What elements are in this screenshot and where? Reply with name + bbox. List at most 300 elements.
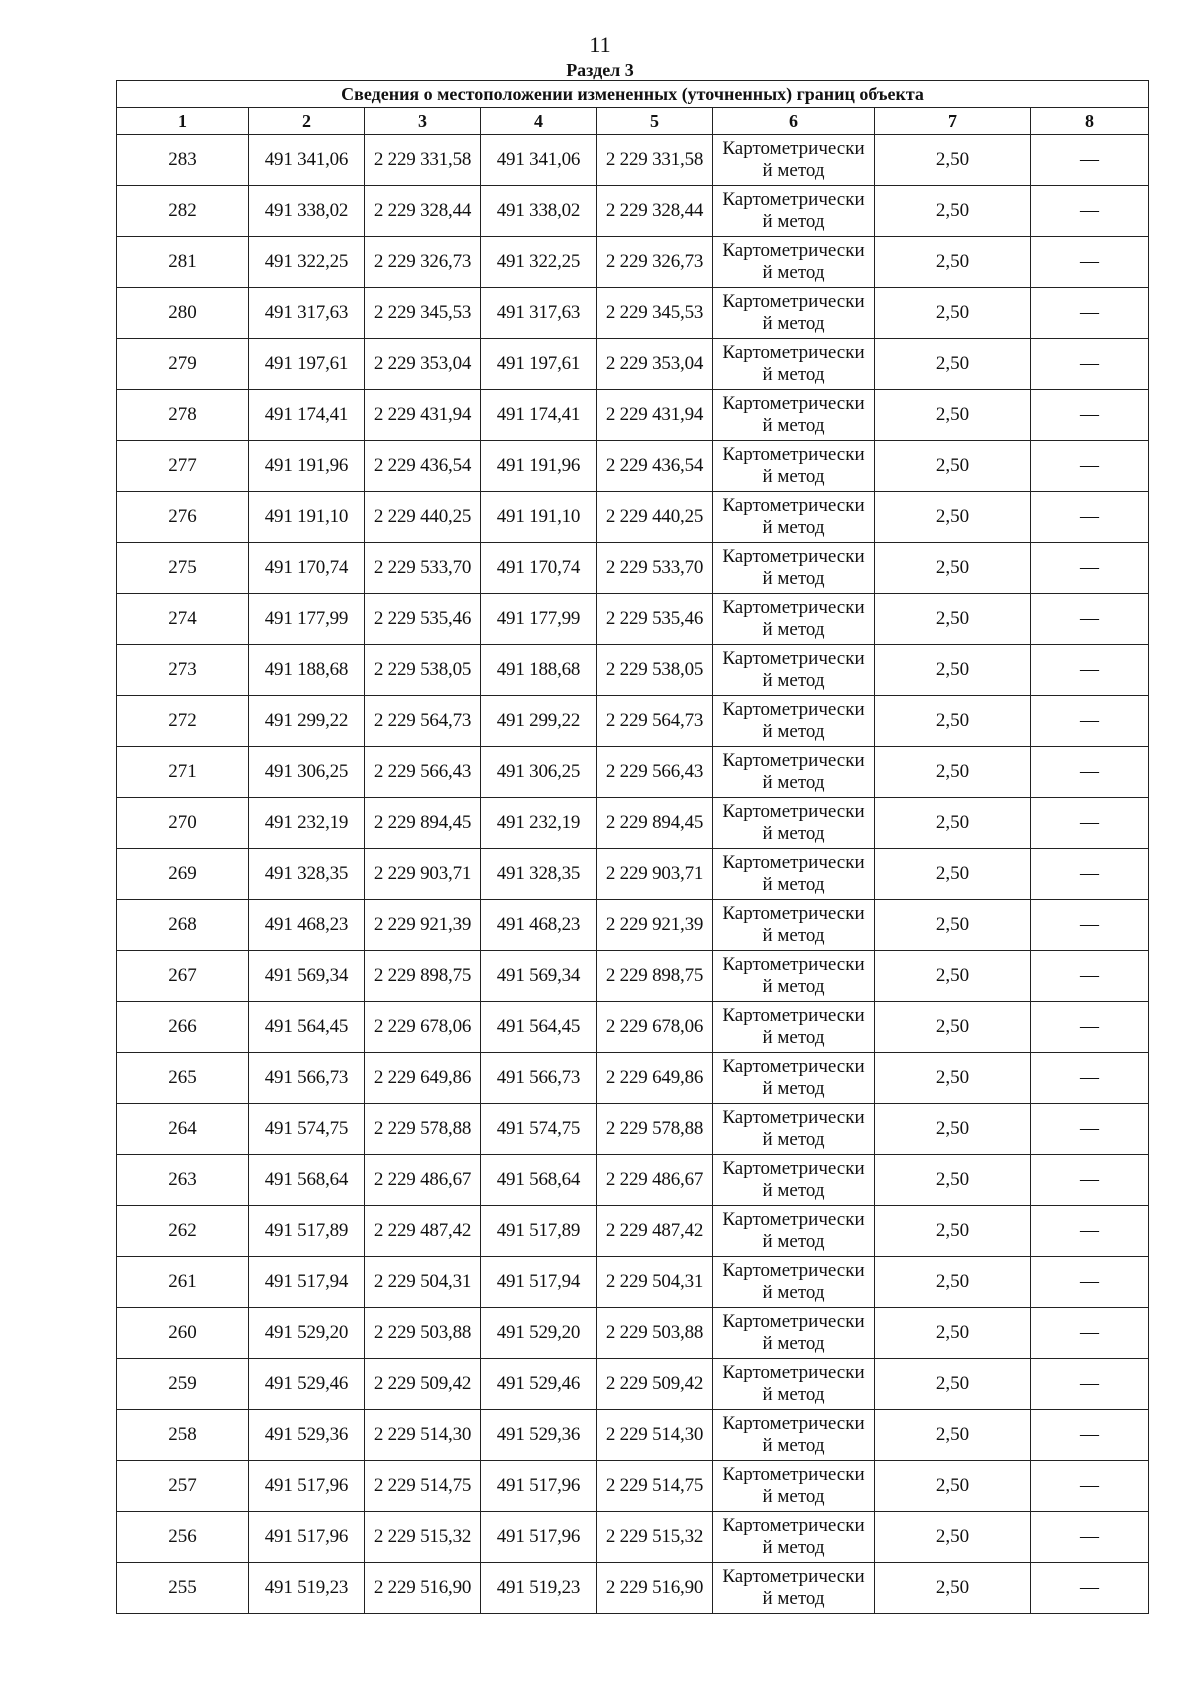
accuracy-cell: 2,50: [875, 1257, 1031, 1308]
method-line-2: й метод: [762, 1027, 825, 1048]
accuracy-cell: 2,50: [875, 1461, 1031, 1512]
note-cell: —: [1031, 900, 1149, 951]
y-old-cell: 2 229 503,88: [365, 1308, 481, 1359]
method-cell: [713, 390, 875, 441]
y-new-cell: 2 229 331,58: [597, 135, 713, 186]
y-old-cell: 2 229 440,25: [365, 492, 481, 543]
accuracy-cell: 2,50: [875, 1002, 1031, 1053]
method-line-1: Картометрически: [722, 495, 865, 516]
note-cell: —: [1031, 1461, 1149, 1512]
y-old-cell: 2 229 431,94: [365, 390, 481, 441]
x-new-cell: 491 564,45: [481, 1002, 597, 1053]
method-line-1: Картометрически: [722, 1362, 865, 1383]
x-old-cell: 491 170,74: [249, 543, 365, 594]
method-line-1: Картометрически: [722, 597, 865, 618]
note-cell: —: [1031, 237, 1149, 288]
x-old-cell: 491 566,73: [249, 1053, 365, 1104]
method-line-2: й метод: [762, 262, 825, 283]
method-line-1: Картометрически: [722, 546, 865, 567]
y-old-cell: 2 229 509,42: [365, 1359, 481, 1410]
y-new-cell: 2 229 436,54: [597, 441, 713, 492]
column-number: 7: [875, 108, 1031, 135]
note-cell: —: [1031, 1563, 1149, 1614]
method-cell: [713, 1002, 875, 1053]
y-old-cell: 2 229 678,06: [365, 1002, 481, 1053]
y-old-cell: 2 229 331,58: [365, 135, 481, 186]
method-cell: [713, 1563, 875, 1614]
y-old-cell: 2 229 326,73: [365, 237, 481, 288]
table-body: [117, 135, 1149, 1614]
table-row: [117, 390, 1149, 441]
method-line-1: Картометрически: [722, 699, 865, 720]
point-number-cell: 259: [117, 1359, 249, 1410]
y-new-cell: 2 229 514,75: [597, 1461, 713, 1512]
method-line-2: й метод: [762, 1333, 825, 1354]
point-number-cell: 268: [117, 900, 249, 951]
x-old-cell: 491 197,61: [249, 339, 365, 390]
x-new-cell: 491 341,06: [481, 135, 597, 186]
table-row: [117, 492, 1149, 543]
column-number: 6: [713, 108, 875, 135]
method-cell: [713, 1359, 875, 1410]
point-number-cell: 281: [117, 237, 249, 288]
method-cell: [713, 1053, 875, 1104]
y-old-cell: 2 229 515,32: [365, 1512, 481, 1563]
accuracy-cell: 2,50: [875, 288, 1031, 339]
x-old-cell: 491 177,99: [249, 594, 365, 645]
page-number: 11: [589, 32, 611, 57]
x-old-cell: 491 517,96: [249, 1461, 365, 1512]
note-cell: —: [1031, 492, 1149, 543]
note-cell: —: [1031, 390, 1149, 441]
y-new-cell: 2 229 503,88: [597, 1308, 713, 1359]
y-old-cell: 2 229 921,39: [365, 900, 481, 951]
y-new-cell: 2 229 326,73: [597, 237, 713, 288]
y-new-cell: 2 229 440,25: [597, 492, 713, 543]
point-number-cell: 273: [117, 645, 249, 696]
table-row: [117, 900, 1149, 951]
point-number-cell: 276: [117, 492, 249, 543]
y-new-cell: 2 229 649,86: [597, 1053, 713, 1104]
y-old-cell: 2 229 533,70: [365, 543, 481, 594]
y-old-cell: 2 229 578,88: [365, 1104, 481, 1155]
y-new-cell: 2 229 903,71: [597, 849, 713, 900]
method-line-1: Картометрически: [722, 1464, 865, 1485]
note-cell: —: [1031, 1002, 1149, 1053]
x-new-cell: 491 517,89: [481, 1206, 597, 1257]
method-line-2: й метод: [762, 1282, 825, 1303]
x-new-cell: 491 529,36: [481, 1410, 597, 1461]
note-cell: —: [1031, 288, 1149, 339]
y-old-cell: 2 229 514,30: [365, 1410, 481, 1461]
accuracy-cell: 2,50: [875, 900, 1031, 951]
y-old-cell: 2 229 328,44: [365, 186, 481, 237]
method-line-1: Картометрически: [722, 1566, 865, 1587]
point-number-cell: 261: [117, 1257, 249, 1308]
method-line-1: Картометрически: [722, 1005, 865, 1026]
y-new-cell: 2 229 533,70: [597, 543, 713, 594]
x-new-cell: 491 517,96: [481, 1461, 597, 1512]
method-line-1: Картометрически: [722, 801, 865, 822]
x-old-cell: 491 191,96: [249, 441, 365, 492]
method-line-2: й метод: [762, 772, 825, 793]
note-cell: —: [1031, 1257, 1149, 1308]
method-line-1: Картометрически: [722, 393, 865, 414]
point-number-cell: 263: [117, 1155, 249, 1206]
method-cell: [713, 441, 875, 492]
x-old-cell: 491 338,02: [249, 186, 365, 237]
method-line-1: Картометрически: [722, 1056, 865, 1077]
table-row: [117, 1053, 1149, 1104]
method-cell: [713, 1104, 875, 1155]
y-new-cell: 2 229 566,43: [597, 747, 713, 798]
accuracy-cell: 2,50: [875, 1563, 1031, 1614]
y-old-cell: 2 229 353,04: [365, 339, 481, 390]
method-cell: [713, 186, 875, 237]
note-cell: —: [1031, 1410, 1149, 1461]
column-number: 8: [1031, 108, 1149, 135]
y-old-cell: 2 229 898,75: [365, 951, 481, 1002]
y-old-cell: 2 229 566,43: [365, 747, 481, 798]
table-row: [117, 1308, 1149, 1359]
column-number: 4: [481, 108, 597, 135]
table-row: [117, 849, 1149, 900]
y-new-cell: 2 229 353,04: [597, 339, 713, 390]
x-old-cell: 491 529,20: [249, 1308, 365, 1359]
method-cell: [713, 1410, 875, 1461]
note-cell: —: [1031, 1104, 1149, 1155]
y-new-cell: 2 229 535,46: [597, 594, 713, 645]
method-line-1: Картометрически: [722, 1260, 865, 1281]
x-new-cell: 491 468,23: [481, 900, 597, 951]
accuracy-cell: 2,50: [875, 492, 1031, 543]
column-number-row: [117, 108, 1149, 135]
method-line-1: Картометрически: [722, 189, 865, 210]
accuracy-cell: 2,50: [875, 798, 1031, 849]
point-number-cell: 257: [117, 1461, 249, 1512]
y-new-cell: 2 229 514,30: [597, 1410, 713, 1461]
method-cell: [713, 543, 875, 594]
method-line-1: Картометрически: [722, 444, 865, 465]
y-old-cell: 2 229 345,53: [365, 288, 481, 339]
method-line-2: й метод: [762, 1078, 825, 1099]
y-new-cell: 2 229 504,31: [597, 1257, 713, 1308]
x-new-cell: 491 529,20: [481, 1308, 597, 1359]
table-row: [117, 186, 1149, 237]
x-old-cell: 491 519,23: [249, 1563, 365, 1614]
method-line-2: й метод: [762, 1180, 825, 1201]
method-line-2: й метод: [762, 1537, 825, 1558]
x-new-cell: 491 197,61: [481, 339, 597, 390]
method-cell: [713, 696, 875, 747]
table-row: [117, 441, 1149, 492]
method-line-1: Картометрически: [722, 648, 865, 669]
method-line-2: й метод: [762, 1588, 825, 1609]
table-row: [117, 696, 1149, 747]
note-cell: —: [1031, 594, 1149, 645]
accuracy-cell: 2,50: [875, 1359, 1031, 1410]
method-cell: [713, 900, 875, 951]
y-new-cell: 2 229 678,06: [597, 1002, 713, 1053]
method-line-1: Картометрически: [722, 240, 865, 261]
x-old-cell: 491 564,45: [249, 1002, 365, 1053]
table-row: [117, 1155, 1149, 1206]
method-cell: [713, 645, 875, 696]
method-line-2: й метод: [762, 160, 825, 181]
y-new-cell: 2 229 564,73: [597, 696, 713, 747]
note-cell: —: [1031, 441, 1149, 492]
method-cell: [713, 288, 875, 339]
x-old-cell: 491 232,19: [249, 798, 365, 849]
accuracy-cell: 2,50: [875, 390, 1031, 441]
method-line-1: Картометрически: [722, 1413, 865, 1434]
method-cell: [713, 951, 875, 1002]
method-line-2: й метод: [762, 976, 825, 997]
x-old-cell: 491 517,89: [249, 1206, 365, 1257]
y-new-cell: 2 229 898,75: [597, 951, 713, 1002]
x-new-cell: 491 328,35: [481, 849, 597, 900]
point-number-cell: 277: [117, 441, 249, 492]
x-new-cell: 491 317,63: [481, 288, 597, 339]
x-old-cell: 491 517,96: [249, 1512, 365, 1563]
method-line-2: й метод: [762, 1435, 825, 1456]
x-old-cell: 491 188,68: [249, 645, 365, 696]
x-old-cell: 491 317,63: [249, 288, 365, 339]
table-row: [117, 135, 1149, 186]
method-line-2: й метод: [762, 466, 825, 487]
method-line-2: й метод: [762, 1486, 825, 1507]
x-new-cell: 491 569,34: [481, 951, 597, 1002]
method-line-2: й метод: [762, 1384, 825, 1405]
note-cell: —: [1031, 798, 1149, 849]
accuracy-cell: 2,50: [875, 951, 1031, 1002]
method-line-1: Картометрически: [722, 954, 865, 975]
point-number-cell: 271: [117, 747, 249, 798]
point-number-cell: 264: [117, 1104, 249, 1155]
method-cell: [713, 237, 875, 288]
point-number-cell: 274: [117, 594, 249, 645]
method-line-1: Картометрически: [722, 1311, 865, 1332]
x-old-cell: 491 574,75: [249, 1104, 365, 1155]
note-cell: —: [1031, 747, 1149, 798]
point-number-cell: 260: [117, 1308, 249, 1359]
y-old-cell: 2 229 564,73: [365, 696, 481, 747]
x-old-cell: 491 328,35: [249, 849, 365, 900]
note-cell: —: [1031, 339, 1149, 390]
x-new-cell: 491 191,10: [481, 492, 597, 543]
accuracy-cell: 2,50: [875, 543, 1031, 594]
table-row: [117, 1206, 1149, 1257]
accuracy-cell: 2,50: [875, 1308, 1031, 1359]
y-new-cell: 2 229 578,88: [597, 1104, 713, 1155]
y-new-cell: 2 229 487,42: [597, 1206, 713, 1257]
point-number-cell: 267: [117, 951, 249, 1002]
method-cell: [713, 594, 875, 645]
y-new-cell: 2 229 921,39: [597, 900, 713, 951]
method-line-1: Картометрически: [722, 1209, 865, 1230]
y-old-cell: 2 229 514,75: [365, 1461, 481, 1512]
y-old-cell: 2 229 487,42: [365, 1206, 481, 1257]
table-row: [117, 1512, 1149, 1563]
note-cell: —: [1031, 543, 1149, 594]
y-old-cell: 2 229 903,71: [365, 849, 481, 900]
table-caption: Сведения о местоположении измененных (уточненных) границ объекта: [117, 81, 1149, 108]
x-new-cell: 491 322,25: [481, 237, 597, 288]
note-cell: —: [1031, 1308, 1149, 1359]
column-number: 3: [365, 108, 481, 135]
point-number-cell: 255: [117, 1563, 249, 1614]
accuracy-cell: 2,50: [875, 237, 1031, 288]
y-new-cell: 2 229 328,44: [597, 186, 713, 237]
point-number-cell: 270: [117, 798, 249, 849]
accuracy-cell: 2,50: [875, 1104, 1031, 1155]
y-old-cell: 2 229 538,05: [365, 645, 481, 696]
method-line-2: й метод: [762, 364, 825, 385]
y-old-cell: 2 229 504,31: [365, 1257, 481, 1308]
y-new-cell: 2 229 538,05: [597, 645, 713, 696]
accuracy-cell: 2,50: [875, 1053, 1031, 1104]
table-row: [117, 645, 1149, 696]
method-line-1: Картометрически: [722, 852, 865, 873]
accuracy-cell: 2,50: [875, 339, 1031, 390]
method-line-2: й метод: [762, 415, 825, 436]
column-number: 2: [249, 108, 365, 135]
x-old-cell: 491 569,34: [249, 951, 365, 1002]
x-new-cell: 491 191,96: [481, 441, 597, 492]
accuracy-cell: 2,50: [875, 645, 1031, 696]
x-new-cell: 491 174,41: [481, 390, 597, 441]
x-new-cell: 491 188,68: [481, 645, 597, 696]
method-line-2: й метод: [762, 925, 825, 946]
accuracy-cell: 2,50: [875, 849, 1031, 900]
column-number: 1: [117, 108, 249, 135]
method-line-1: Картометрически: [722, 291, 865, 312]
table-row: [117, 951, 1149, 1002]
y-new-cell: 2 229 516,90: [597, 1563, 713, 1614]
x-new-cell: 491 306,25: [481, 747, 597, 798]
x-new-cell: 491 519,23: [481, 1563, 597, 1614]
table-row: [117, 288, 1149, 339]
point-number-cell: 266: [117, 1002, 249, 1053]
point-number-cell: 280: [117, 288, 249, 339]
y-old-cell: 2 229 516,90: [365, 1563, 481, 1614]
boundary-coordinates-table: [116, 80, 1149, 1614]
note-cell: —: [1031, 1512, 1149, 1563]
x-new-cell: 491 299,22: [481, 696, 597, 747]
table-row: [117, 1410, 1149, 1461]
x-old-cell: 491 468,23: [249, 900, 365, 951]
x-new-cell: 491 517,94: [481, 1257, 597, 1308]
x-new-cell: 491 517,96: [481, 1512, 597, 1563]
section-title: Раздел 3: [566, 60, 634, 80]
accuracy-cell: 2,50: [875, 1155, 1031, 1206]
point-number-cell: 269: [117, 849, 249, 900]
method-line-2: й метод: [762, 670, 825, 691]
method-cell: [713, 1461, 875, 1512]
x-old-cell: 491 322,25: [249, 237, 365, 288]
point-number-cell: 262: [117, 1206, 249, 1257]
note-cell: —: [1031, 1053, 1149, 1104]
table-row: [117, 1461, 1149, 1512]
note-cell: —: [1031, 645, 1149, 696]
x-new-cell: 491 568,64: [481, 1155, 597, 1206]
x-old-cell: 491 306,25: [249, 747, 365, 798]
y-new-cell: 2 229 509,42: [597, 1359, 713, 1410]
method-cell: [713, 1206, 875, 1257]
note-cell: —: [1031, 1206, 1149, 1257]
method-line-2: й метод: [762, 313, 825, 334]
point-number-cell: 279: [117, 339, 249, 390]
method-line-1: Картометрически: [722, 1107, 865, 1128]
accuracy-cell: 2,50: [875, 1206, 1031, 1257]
y-old-cell: 2 229 535,46: [365, 594, 481, 645]
table-row: [117, 237, 1149, 288]
y-old-cell: 2 229 649,86: [365, 1053, 481, 1104]
method-cell: [713, 1155, 875, 1206]
x-new-cell: 491 574,75: [481, 1104, 597, 1155]
method-line-1: Картометрически: [722, 342, 865, 363]
x-old-cell: 491 174,41: [249, 390, 365, 441]
y-old-cell: 2 229 894,45: [365, 798, 481, 849]
x-old-cell: 491 191,10: [249, 492, 365, 543]
x-old-cell: 491 341,06: [249, 135, 365, 186]
x-old-cell: 491 517,94: [249, 1257, 365, 1308]
method-line-2: й метод: [762, 874, 825, 895]
accuracy-cell: 2,50: [875, 441, 1031, 492]
point-number-cell: 278: [117, 390, 249, 441]
y-new-cell: 2 229 345,53: [597, 288, 713, 339]
point-number-cell: 272: [117, 696, 249, 747]
note-cell: —: [1031, 951, 1149, 1002]
note-cell: —: [1031, 696, 1149, 747]
method-cell: [713, 1308, 875, 1359]
x-new-cell: 491 170,74: [481, 543, 597, 594]
point-number-cell: 275: [117, 543, 249, 594]
table-row: [117, 543, 1149, 594]
table-row: [117, 1359, 1149, 1410]
method-line-2: й метод: [762, 1231, 825, 1252]
table-row: [117, 747, 1149, 798]
x-old-cell: 491 568,64: [249, 1155, 365, 1206]
method-cell: [713, 1257, 875, 1308]
point-number-cell: 256: [117, 1512, 249, 1563]
table-row: [117, 1563, 1149, 1614]
table-row: [117, 339, 1149, 390]
x-new-cell: 491 566,73: [481, 1053, 597, 1104]
accuracy-cell: 2,50: [875, 1410, 1031, 1461]
table-row: [117, 594, 1149, 645]
method-cell: [713, 849, 875, 900]
note-cell: —: [1031, 135, 1149, 186]
method-line-1: Картометрически: [722, 138, 865, 159]
note-cell: —: [1031, 186, 1149, 237]
method-cell: [713, 1512, 875, 1563]
method-line-2: й метод: [762, 517, 825, 538]
method-line-2: й метод: [762, 721, 825, 742]
table-row: [117, 1257, 1149, 1308]
accuracy-cell: 2,50: [875, 747, 1031, 798]
method-line-1: Картометрически: [722, 750, 865, 771]
method-line-2: й метод: [762, 1129, 825, 1150]
x-new-cell: 491 232,19: [481, 798, 597, 849]
accuracy-cell: 2,50: [875, 594, 1031, 645]
accuracy-cell: 2,50: [875, 696, 1031, 747]
point-number-cell: 282: [117, 186, 249, 237]
method-line-1: Картометрически: [722, 1515, 865, 1536]
method-line-1: Картометрически: [722, 1158, 865, 1179]
point-number-cell: 265: [117, 1053, 249, 1104]
method-cell: [713, 492, 875, 543]
